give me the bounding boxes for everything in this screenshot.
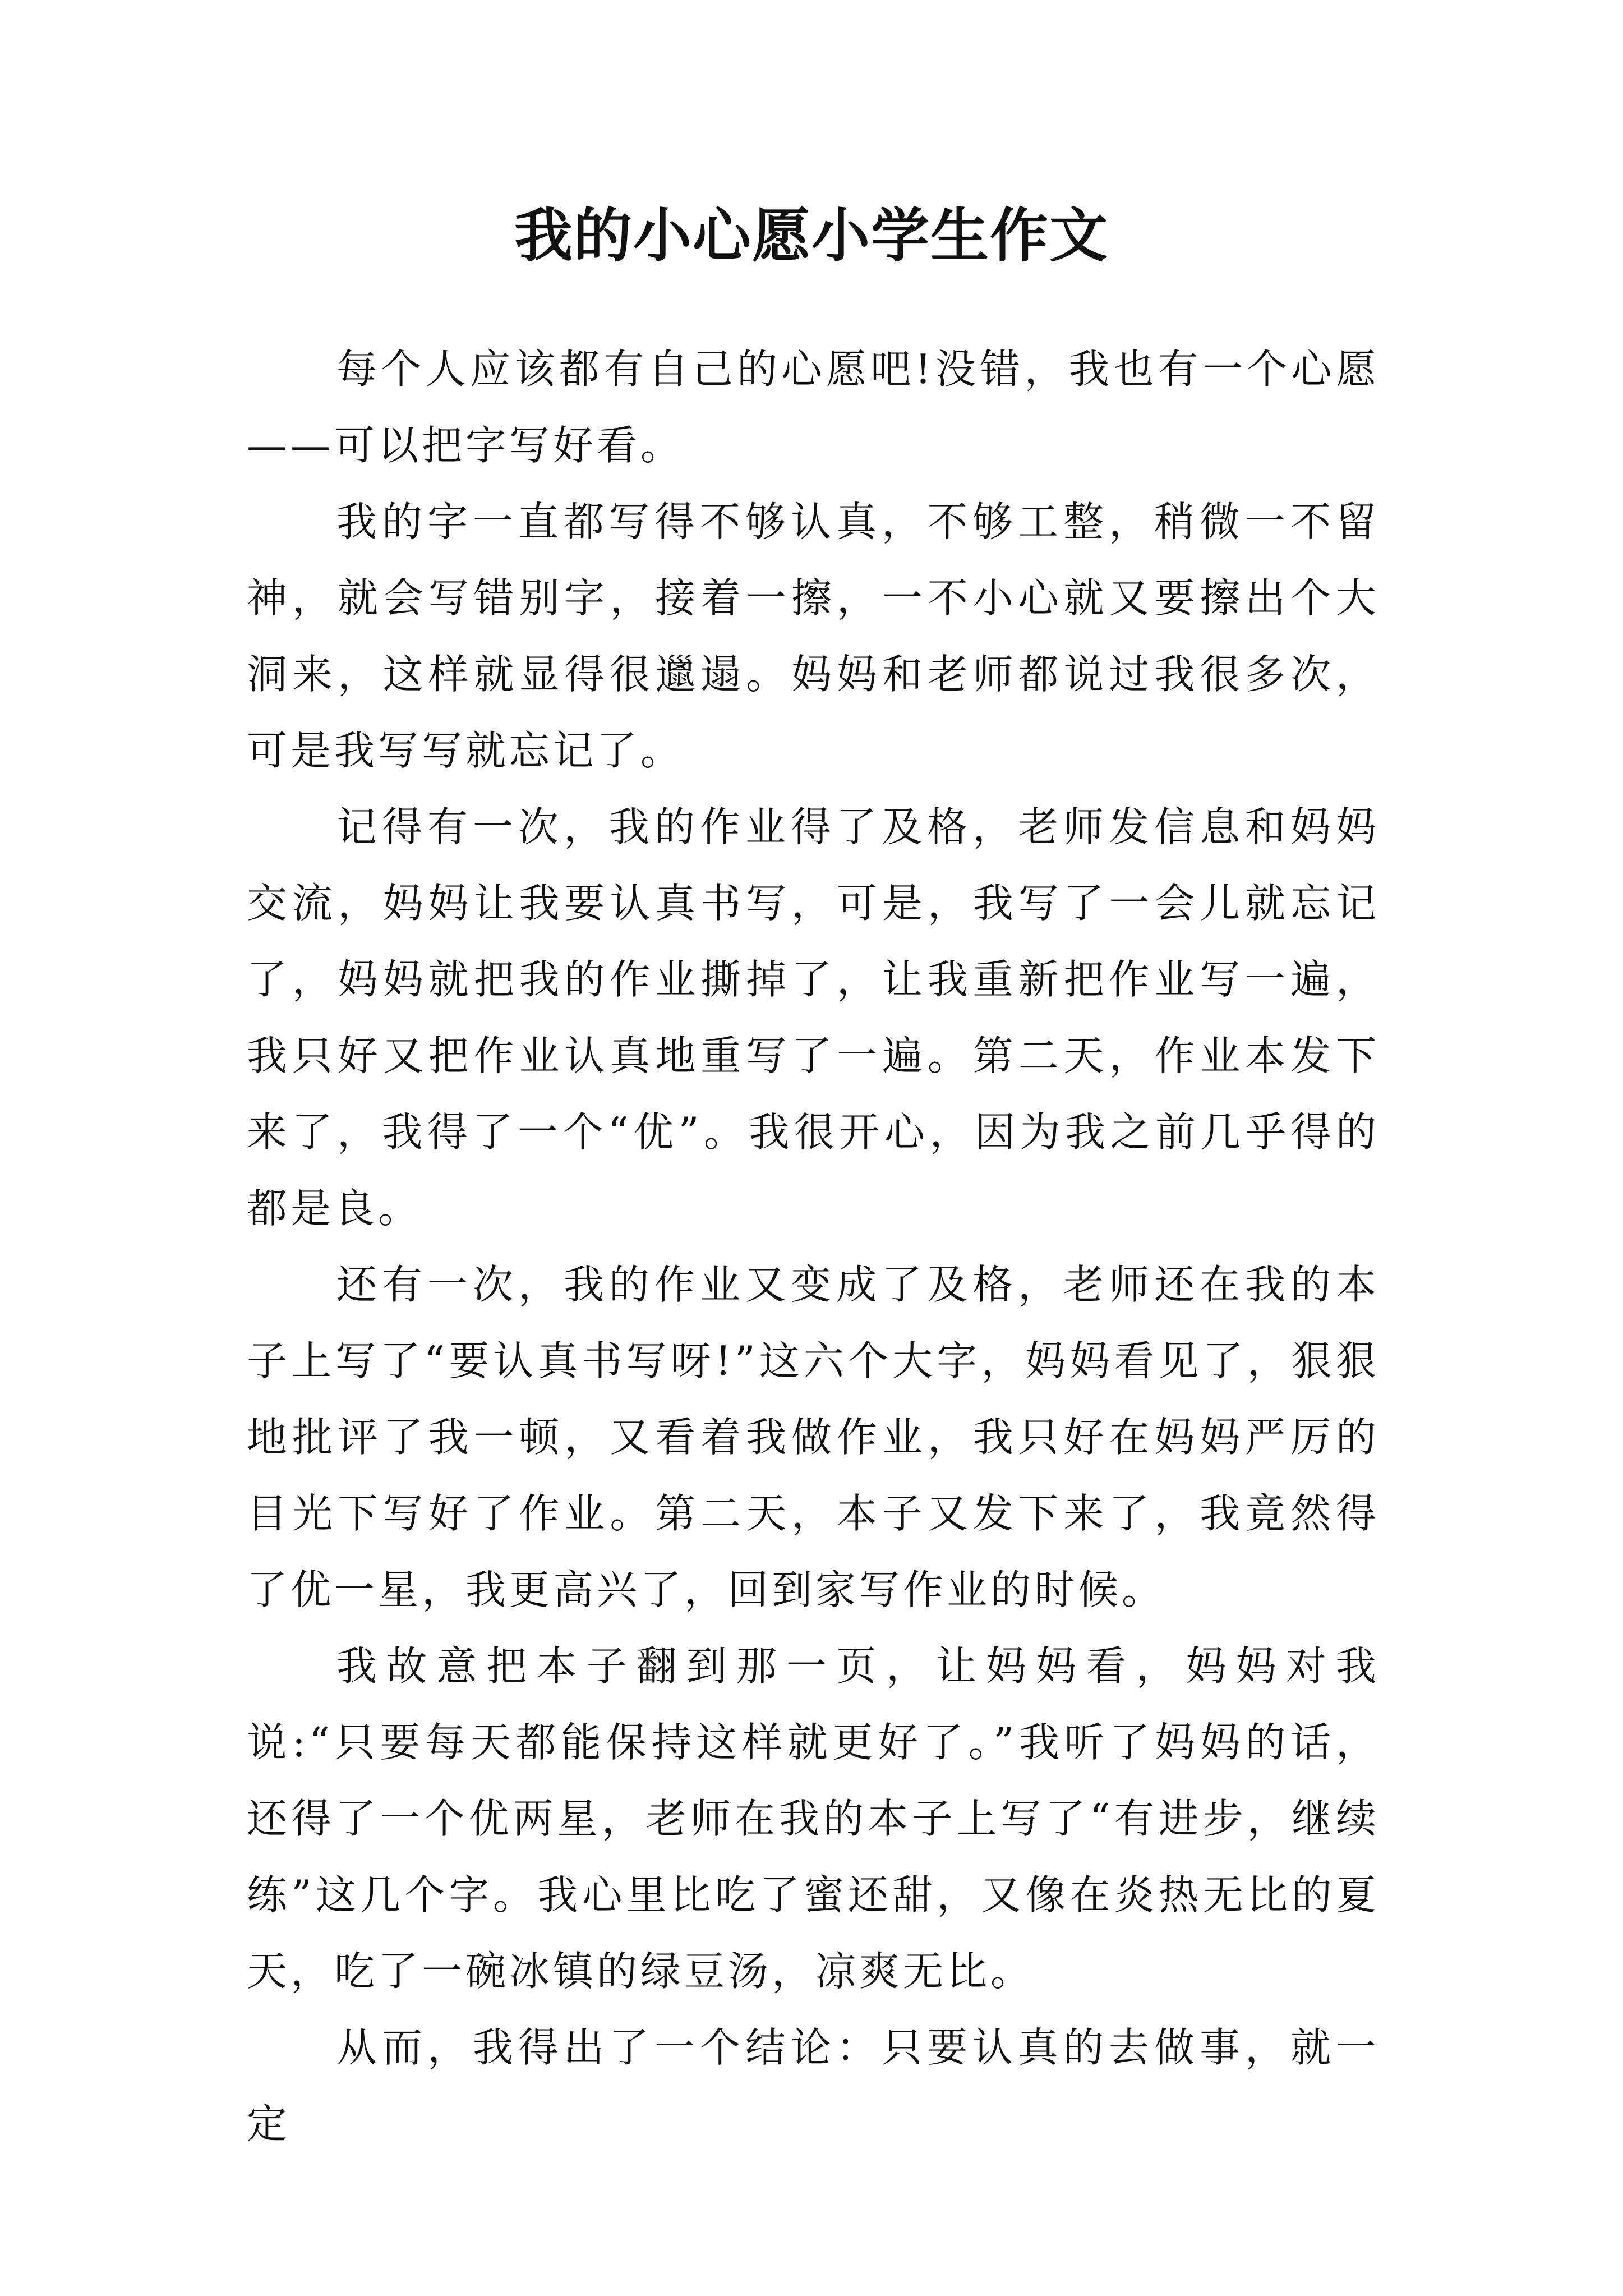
document-title: 我的小心愿小学生作文 (514, 201, 1109, 270)
paragraph: 我的字一直都写得不够认真，不够工整，稍微一不留神，就会写错别字，接着一擦，一不小心就又要擦出个大洞来，这样就显得很邋遢。妈妈和老师都说过我很多次，可是我写写就忘记了。 (247, 498, 1380, 774)
paragraph: 每个人应该都有自己的心愿吧!没错，我也有一个心愿——可以把字写好看。 (247, 346, 1380, 469)
document-body (247, 331, 1380, 2162)
paragraph: 我故意把本子翻到那一页，让妈妈看，妈妈对我说:“只要每天都能保持这样就更好了。”我听了妈妈的话，还得了一个优两星，老师在我的本子上写了“有进步，继续练”这几个字。我心里比吃了蜜还甜，又像在炎热无比的夏天，吃了一碗冰镇的绿豆汤，凉爽无比。 (247, 1642, 1380, 1995)
paragraph: 从而，我得出了一个结论：只要认真的去做事，就一定 (247, 2024, 1380, 2147)
paragraph: 还有一次，我的作业又变成了及格，老师还在我的本子上写了“要认真书写呀!”这六个大字，妈妈看见了，狠狠地批评了我一顿，又看着我做作业，我只好在妈妈严厉的目光下写好了作业。第二天，本子又发下来了，我竟然得了优一星，我更高兴了，回到家写作业的时候。 (247, 1261, 1380, 1613)
paragraph: 记得有一次，我的作业得了及格，老师发信息和妈妈交流，妈妈让我要认真书写，可是，我写了一会儿就忘记了，妈妈就把我的作业撕掉了，让我重新把作业写一遍，我只好又把作业认真地重写了一遍。第二天，作业本发下来了，我得了一个“优”。我很开心，因为我之前几乎得的都是良。 (247, 803, 1380, 1232)
